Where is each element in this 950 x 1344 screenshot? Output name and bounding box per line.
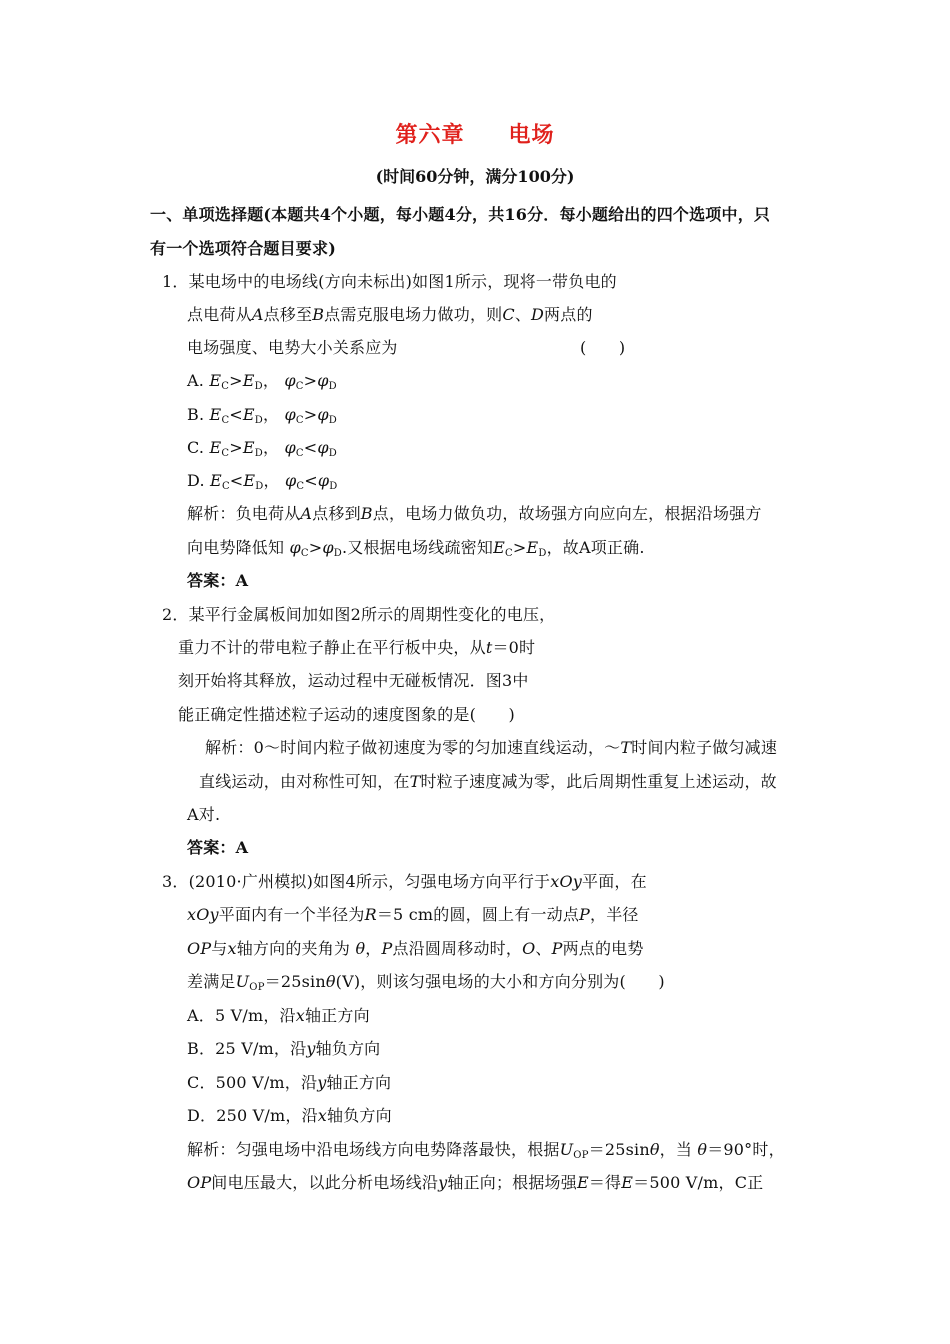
chapter-number: 第六章	[395, 122, 465, 148]
q3-analysis-line2: OP间电压最大，以此分析电场线沿y轴正向；根据场强E＝得E＝500 V/m，C正	[187, 1173, 764, 1192]
chapter-topic: 电场	[508, 122, 555, 148]
q1-option-a: A. $E_C>E_D$， $\varphi_C>\varphi_D$	[187, 371, 337, 392]
q2-stem-line1: 2．某平行金属板间加如图2所示的周期性变化的电压，	[162, 605, 556, 624]
q1-option-c: C. $E_C>E_D$， $\varphi_C<\varphi_D$	[187, 438, 337, 459]
q1-stem-line1: 1．某电场中的电场线(方向未标出)如图1所示，现将一带负电的	[162, 272, 617, 291]
q2-answer: 答案：A	[187, 838, 249, 857]
answer-blank: ( )	[580, 338, 626, 357]
q2-analysis-line3: A对.	[187, 805, 221, 824]
q1-analysis-line1: 解析：负电荷从A点移到B点，电场力做负功，故场强方向应向左，根据沿场强方	[187, 504, 762, 523]
q3-stem-line3: OP与x轴方向的夹角为 θ，P点沿圆周移动时，O、P两点的电势	[187, 939, 644, 958]
q2-stem-line4: 能正确定性描述粒子运动的速度图象的是( )	[178, 705, 515, 724]
q3-option-c: C．500 V/m，沿y轴正方向	[187, 1073, 392, 1092]
q3-analysis-line1: 解析：匀强电场中沿电场线方向电势降落最快，根据$U_{OP}=25\sin\theta$，当 θ＝90°时，	[187, 1140, 785, 1161]
q2-stem-line3: 刻开始将其释放，运动过程中无碰板情况．图3中	[178, 671, 529, 690]
q1-answer: 答案：A	[187, 571, 249, 590]
section-heading: 一、单项选择题(本题共4个小题，每小题4分，共16分．每小题给出的四个选项中，只	[150, 205, 771, 224]
q2-analysis-line2: 直线运动，由对称性可知，在T时粒子速度减为零，此后周期性重复上述运动，故	[199, 772, 777, 791]
q3-stem-line1: 3．(2010·广州模拟)如图4所示，匀强电场方向平行于xOy平面，在	[162, 872, 647, 891]
q1-stem-line2: 点电荷从A点移至B点需克服电场力做功，则C、D两点的	[187, 305, 593, 324]
q3-stem-line4: 差满足$U_{OP}=25\sin\theta(V)$，则该匀强电场的大小和方向分别为( )	[187, 972, 665, 993]
q2-analysis-line1: 解析：0～时间内粒子做初速度为零的匀加速直线运动，～T时间内粒子做匀减速	[205, 738, 778, 757]
exam-info: (时间60分钟，满分100分)	[375, 167, 575, 186]
q1-option-d: D. $E_C<E_D$， $\varphi_C<\varphi_D$	[187, 471, 338, 492]
q3-stem-line2: xOy平面内有一个半径为R＝5 cm的圆，圆上有一动点P，半径	[187, 905, 639, 924]
q2-stem-line2: 重力不计的带电粒子静止在平行板中央，从t＝0时	[178, 638, 536, 657]
q1-stem-line3: 电场强度、电势大小关系应为	[187, 338, 398, 357]
q3-option-a: A．5 V/m，沿x轴正方向	[187, 1006, 370, 1025]
q3-option-b: B．25 V/m，沿y轴负方向	[187, 1039, 381, 1058]
q3-option-d: D．250 V/m，沿x轴负方向	[187, 1106, 392, 1125]
section-heading-cont: 有一个选项符合题目要求)	[150, 239, 336, 258]
q1-option-b: B. $E_C<E_D$， $\varphi_C>\varphi_D$	[187, 405, 338, 426]
chapter-title	[0, 121, 950, 149]
q1-analysis-line2: 向电势降低知 $\varphi_C>\varphi_D$.又根据电场线疏密知$E_C>E_D$，故A项正确.	[187, 538, 645, 559]
